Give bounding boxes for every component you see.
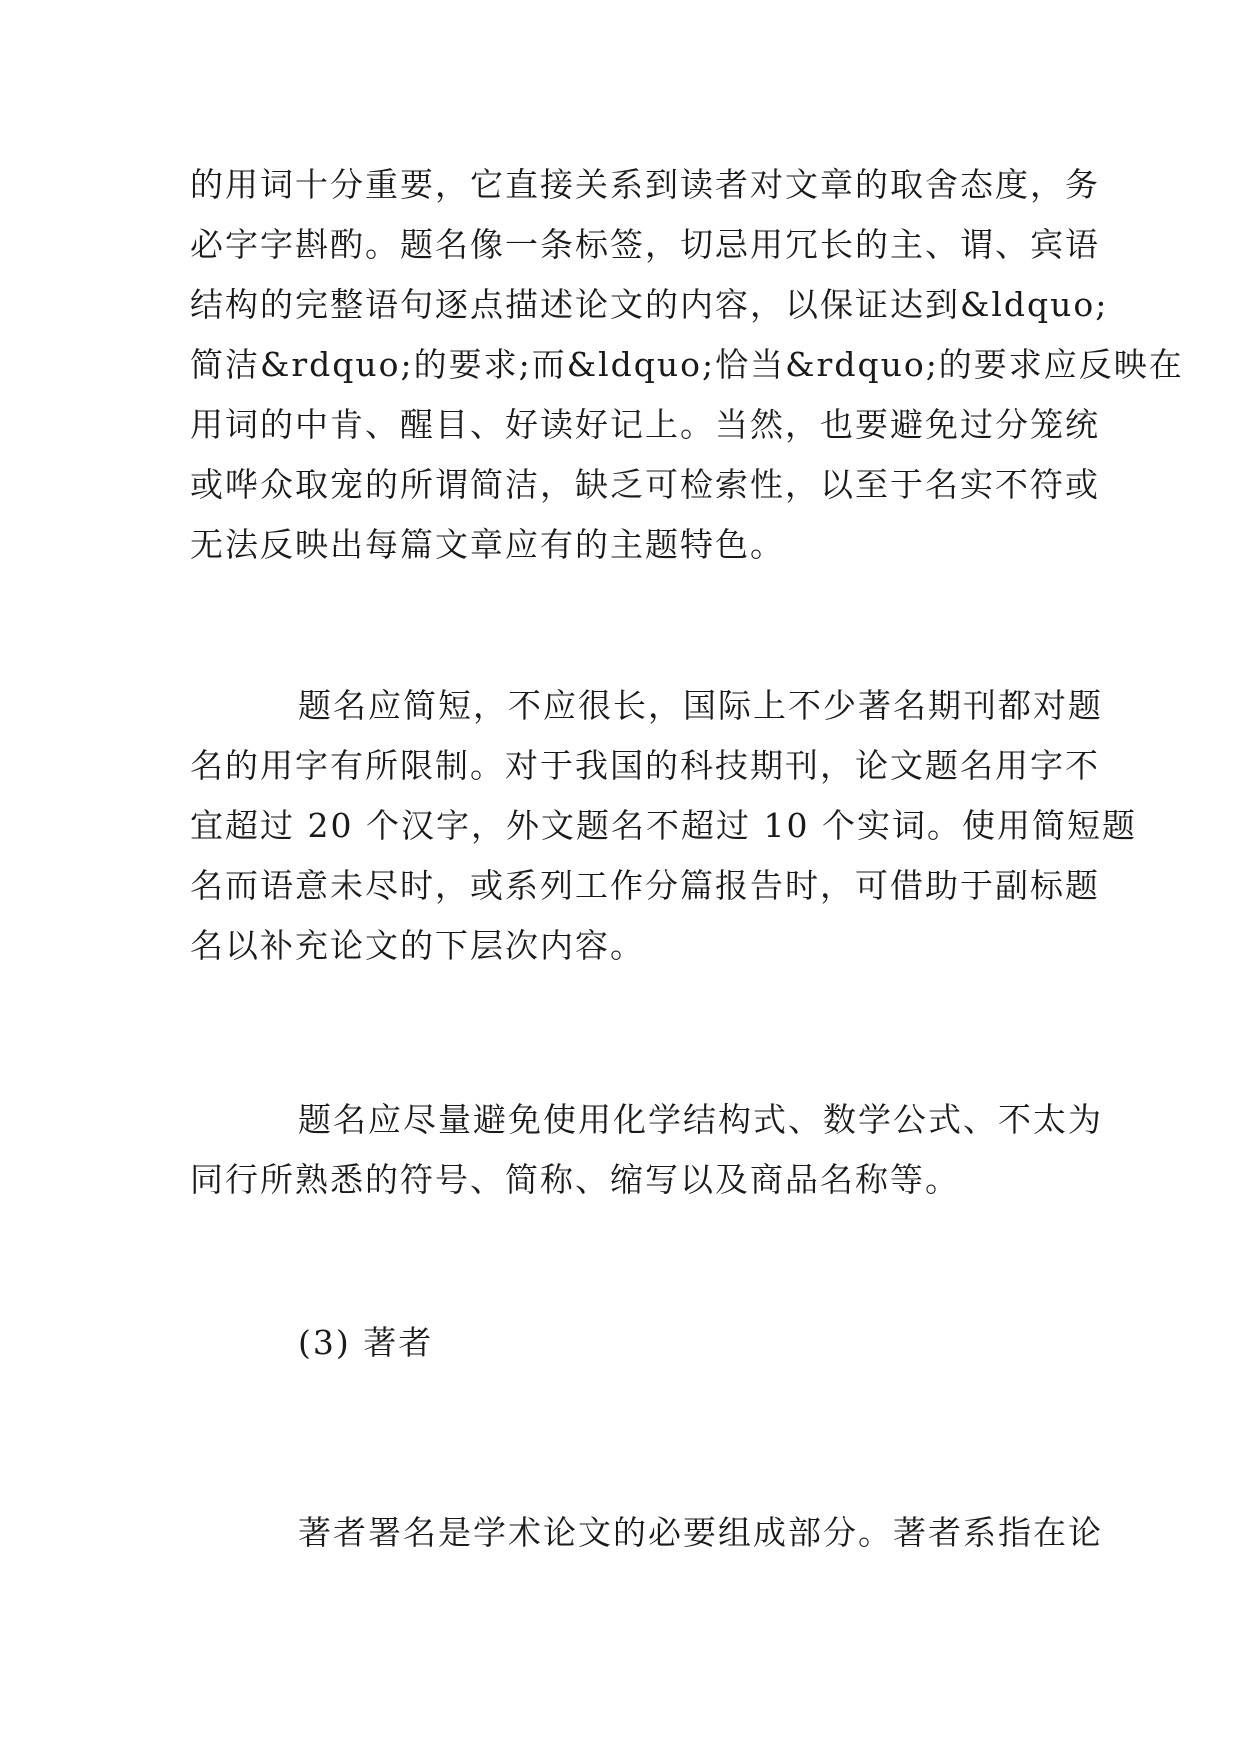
paragraph-line: 题名应尽量避免使用化学结构式、数学公式、不太为 (298, 1100, 1103, 1139)
section-heading-authors (190, 1313, 1050, 1373)
paragraph-line: 必字字斟酌。题名像一条标签，切忌用冗长的主、谓、宾语 (190, 225, 1100, 264)
paragraph-line: 名以补充论文的下层次内容。 (190, 926, 645, 965)
paragraph-authors-intro (190, 1503, 1103, 1563)
paragraph-line: 宜超过 20 个汉字，外文题名不超过 10 个实词。使用简短题 (190, 806, 1137, 845)
paragraph-line: 名而语意未尽时，或系列工作分篇报告时，可借助于副标题 (190, 866, 1100, 905)
paragraph-line: 著者署名是学术论文的必要组成部分。著者系指在论 (298, 1513, 1103, 1552)
paragraph-line: 名的用字有所限制。对于我国的科技期刊，论文题名用字不 (190, 746, 1100, 785)
section-heading: (3) 著者 (298, 1323, 434, 1362)
paragraph-title-wording (190, 155, 1184, 575)
paragraph-line: 无法反映出每篇文章应有的主题特色。 (190, 525, 785, 564)
paragraph-title-length (190, 676, 1137, 976)
paragraph-line: 结构的完整语句逐点描述论文的内容，以保证达到&ldquo; (190, 285, 1109, 324)
paragraph-line: 简洁&rdquo;的要求;而&ldquo;恰当&rdquo;的要求应反映在 (190, 345, 1184, 384)
paragraph-line: 题名应简短，不应很长，国际上不少著名期刊都对题 (298, 686, 1103, 725)
paragraph-line: 同行所熟悉的符号、简称、缩写以及商品名称等。 (190, 1160, 960, 1199)
paragraph-title-avoid-formulas (190, 1090, 1103, 1210)
paragraph-line: 或哗众取宠的所谓简洁，缺乏可检索性，以至于名实不符或 (190, 465, 1100, 504)
paragraph-line: 的用词十分重要，它直接关系到读者对文章的取舍态度，务 (190, 165, 1100, 204)
paragraph-line: 用词的中肯、醒目、好读好记上。当然，也要避免过分笼统 (190, 405, 1100, 444)
